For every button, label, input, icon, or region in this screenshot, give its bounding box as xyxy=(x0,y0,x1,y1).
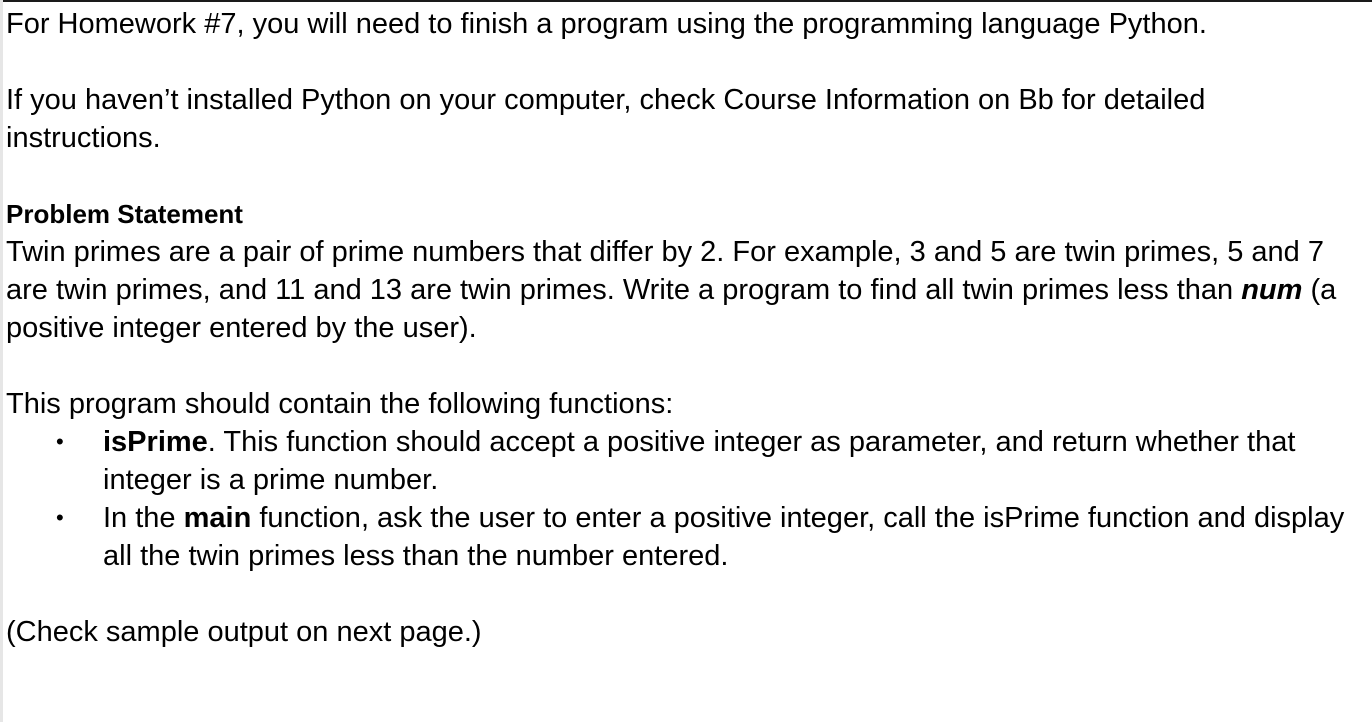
sample-output-note: (Check sample output on next page.) xyxy=(6,616,482,648)
intro-paragraph-homework: For Homework #7, you will need to finish a program using the programming language Python. xyxy=(6,8,1207,40)
bullet-icon: • xyxy=(56,429,64,454)
bullet-icon: • xyxy=(56,505,64,530)
functions-list xyxy=(6,423,1366,575)
problem-text-after: (a positive integer entered by the user). xyxy=(6,274,1337,344)
item-prefix: In the xyxy=(103,502,184,534)
problem-text-before: Twin primes are a pair of prime numbers that differ by 2. For example, 3 and 5 are twin primes, 5 and 7 are twin primes, and 11 and 13 are twin primes. Write a program to find all twin primes less than xyxy=(6,236,1324,306)
function-name-main: main xyxy=(183,502,252,534)
page-left-edge xyxy=(0,0,3,722)
functions-intro: This program should contain the following functions: xyxy=(6,388,674,420)
list-item-isprime xyxy=(6,423,1366,499)
problem-statement-text xyxy=(6,233,1366,347)
item-description: function, ask the user to enter a positive integer, call the isPrime function and display all the twin primes less than the number entered. xyxy=(103,502,1345,572)
num-term: num xyxy=(1241,274,1303,306)
top-divider xyxy=(0,0,1372,2)
problem-statement-heading: Problem Statement xyxy=(6,199,243,229)
homework-document xyxy=(6,5,1366,689)
intro-paragraph-install: If you haven’t installed Python on your computer, check Course Information on Bb for detailed instructions. xyxy=(6,84,1206,154)
list-item-main xyxy=(6,499,1366,575)
item-description: . This function should accept a positive integer as parameter, and return whether that integer is a prime number. xyxy=(103,426,1296,496)
function-name-isprime: isPrime xyxy=(103,426,208,458)
